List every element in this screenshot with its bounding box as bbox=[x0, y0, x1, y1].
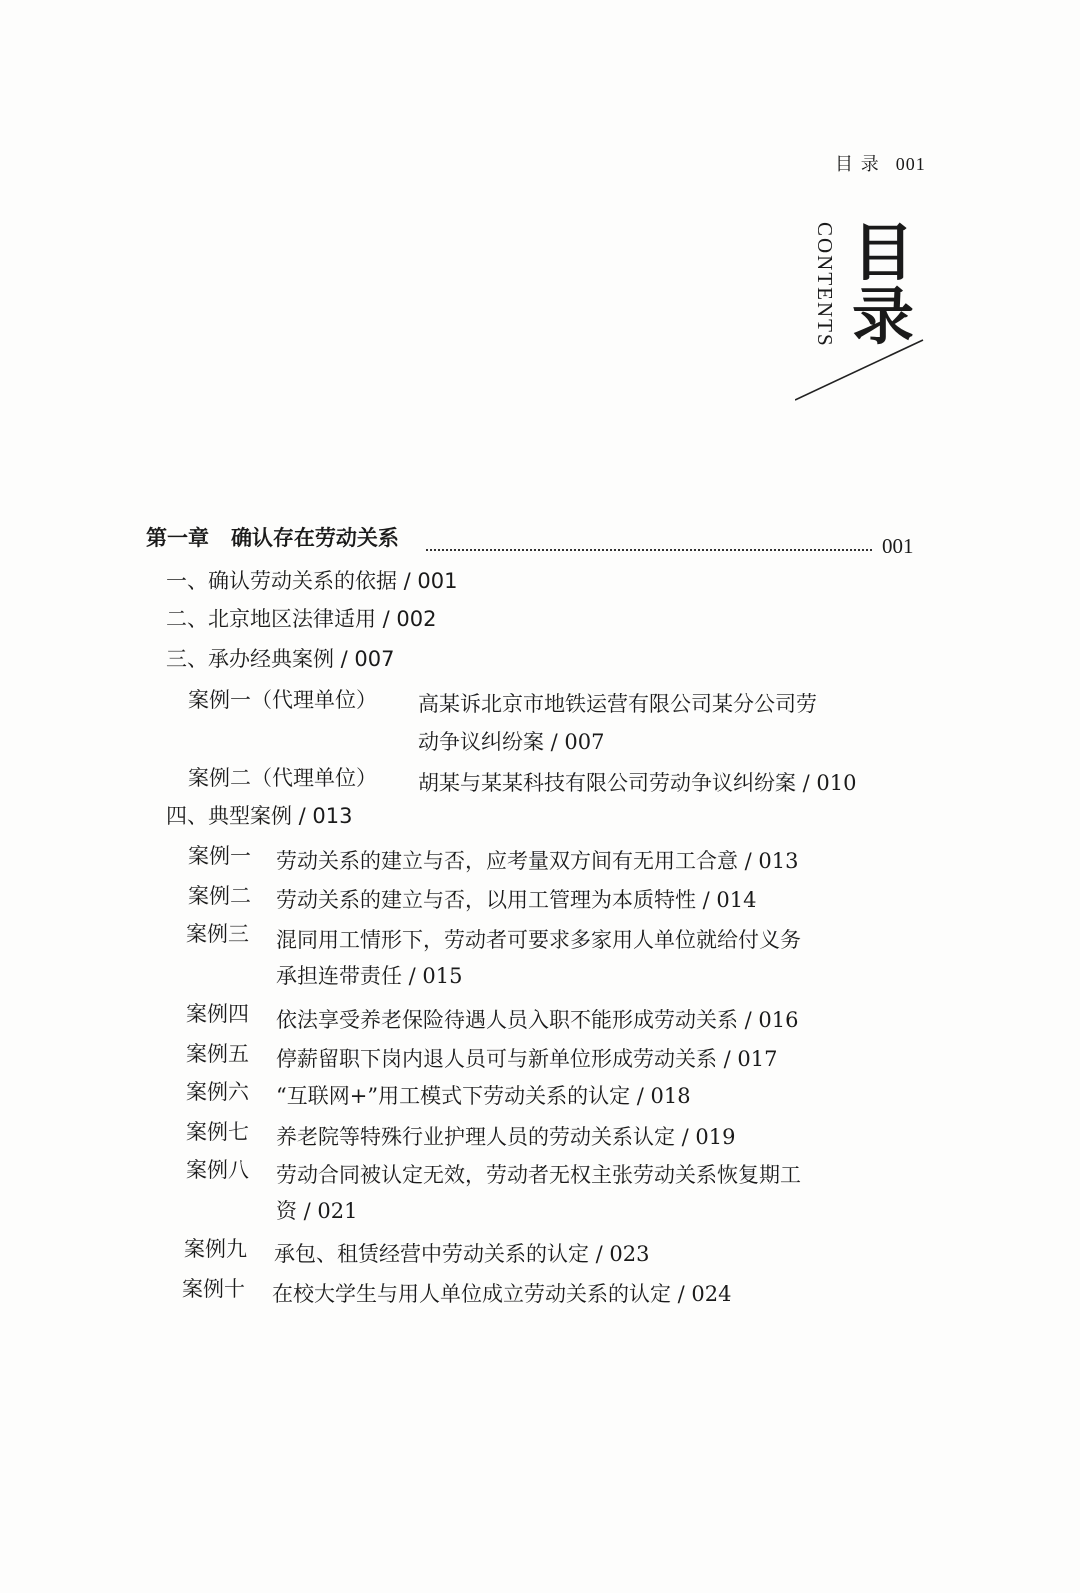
case-title-cont[interactable]: 动争议纠纷案 / 007 bbox=[418, 730, 605, 754]
case-title[interactable]: 劳动合同被认定无效，劳动者无权主张劳动关系恢复期工 bbox=[276, 1163, 801, 1187]
header-label: 目 录 bbox=[835, 154, 880, 175]
case-label: 案例一 bbox=[188, 844, 251, 868]
case-title[interactable]: 混同用工情形下，劳动者可要求多家用人单位就给付义务 bbox=[276, 928, 801, 952]
running-header bbox=[835, 150, 926, 176]
section-entry[interactable]: 一、确认劳动关系的依据 / 001 bbox=[166, 569, 458, 593]
case-title[interactable]: 劳动关系的建立与否，以用工管理为本质特性 / 014 bbox=[276, 888, 757, 912]
case-label: 案例十 bbox=[182, 1277, 245, 1301]
case-label: 案例一（代理单位） bbox=[188, 688, 377, 712]
chapter-label: 第一章 bbox=[146, 526, 209, 550]
case-title[interactable]: 承包、租赁经营中劳动关系的认定 / 023 bbox=[274, 1242, 650, 1266]
chapter-page: 001 bbox=[882, 534, 914, 558]
contents-english-label: CONTENTS bbox=[813, 222, 837, 348]
case-label: 案例八 bbox=[186, 1158, 249, 1182]
case-title[interactable]: 高某诉北京市地铁运营有限公司某分公司劳 bbox=[418, 692, 817, 716]
case-title-cont[interactable]: 资 / 021 bbox=[276, 1199, 358, 1223]
case-label: 案例六 bbox=[186, 1080, 249, 1104]
case-label: 案例九 bbox=[184, 1237, 247, 1261]
section-entry[interactable]: 四、典型案例 / 013 bbox=[166, 804, 353, 828]
leader-dots bbox=[426, 535, 872, 551]
contents-title-bottom: 录 bbox=[852, 280, 915, 353]
case-title[interactable]: 养老院等特殊行业护理人员的劳动关系认定 / 019 bbox=[276, 1125, 736, 1149]
section-entry[interactable]: 三、承办经典案例 / 007 bbox=[166, 647, 395, 671]
case-label: 案例二 bbox=[188, 884, 251, 908]
case-label: 案例二（代理单位） bbox=[188, 766, 377, 790]
case-label: 案例五 bbox=[186, 1042, 249, 1066]
case-label: 案例三 bbox=[186, 922, 249, 946]
decorative-slash bbox=[795, 290, 925, 402]
section-entry[interactable]: 二、北京地区法律适用 / 002 bbox=[166, 607, 437, 631]
case-title[interactable]: 在校大学生与用人单位成立劳动关系的认定 / 024 bbox=[272, 1282, 732, 1306]
case-title-cont[interactable]: 承担连带责任 / 015 bbox=[276, 964, 463, 988]
header-page-number: 001 bbox=[895, 154, 926, 174]
case-title[interactable]: “互联网+”用工模式下劳动关系的认定 / 018 bbox=[276, 1084, 691, 1108]
case-title[interactable]: 停薪留职下岗内退人员可与新单位形成劳动关系 / 017 bbox=[276, 1047, 778, 1071]
case-title[interactable]: 胡某与某某科技有限公司劳动争议纠纷案 / 010 bbox=[418, 771, 857, 795]
chapter-title: 确认存在劳动关系 bbox=[230, 526, 399, 550]
case-label: 案例四 bbox=[186, 1002, 249, 1026]
case-title[interactable]: 劳动关系的建立与否，应考量双方间有无用工合意 / 013 bbox=[276, 849, 799, 873]
case-label: 案例七 bbox=[186, 1120, 249, 1144]
case-title[interactable]: 依法享受养老保险待遇人员入职不能形成劳动关系 / 016 bbox=[276, 1008, 799, 1032]
chapter-entry[interactable] bbox=[146, 522, 399, 552]
contents-title-top: 目 bbox=[852, 216, 915, 289]
